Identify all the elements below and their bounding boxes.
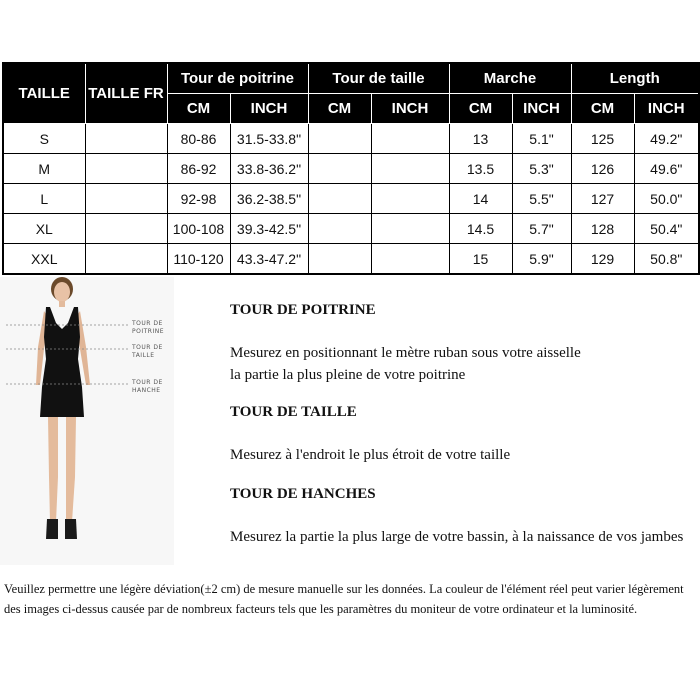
label-waist-2: TAILLE [132, 352, 155, 359]
label-bust-1: TOUR DE [132, 320, 163, 327]
col-header-taille: TAILLE [3, 63, 85, 124]
cell-waist-cm [308, 124, 371, 154]
bust-title: TOUR DE POITRINE [230, 302, 376, 318]
cell-bust-inch: 39.3-42.5" [230, 214, 308, 244]
cell-march-inch: 5.7" [512, 214, 571, 244]
label-waist-1: TOUR DE [132, 344, 163, 351]
cell-size: XXL [3, 244, 85, 275]
cell-waist-cm [308, 184, 371, 214]
cell-size-fr [85, 124, 167, 154]
size-chart-table [2, 62, 700, 275]
cell-march-inch: 5.3" [512, 154, 571, 184]
cell-march-inch: 5.9" [512, 244, 571, 275]
cell-bust-inch: 36.2-38.5" [230, 184, 308, 214]
model-figure [0, 277, 174, 565]
cell-waist-cm [308, 154, 371, 184]
cell-length-cm: 129 [571, 244, 634, 275]
cell-waist-cm [308, 214, 371, 244]
unit-header-length-inch: INCH [634, 94, 699, 124]
model-dress-illustration [0, 277, 174, 565]
group-header-march: Marche [449, 63, 571, 94]
table-row [3, 154, 699, 184]
unit-header-waist-cm: CM [308, 94, 371, 124]
cell-bust-cm: 100-108 [167, 214, 230, 244]
label-hip-2: HANCHE [132, 387, 161, 394]
cell-bust-inch: 31.5-33.8" [230, 124, 308, 154]
table-row [3, 184, 699, 214]
unit-header-bust-cm: CM [167, 94, 230, 124]
cell-waist-inch [371, 244, 449, 275]
cell-size: S [3, 124, 85, 154]
cell-length-inch: 50.4" [634, 214, 699, 244]
hip-title: TOUR DE HANCHES [230, 486, 376, 502]
cell-length-inch: 50.8" [634, 244, 699, 275]
table-row [3, 214, 699, 244]
cell-length-cm: 128 [571, 214, 634, 244]
cell-size: XL [3, 214, 85, 244]
cell-length-inch: 49.6" [634, 154, 699, 184]
col-header-taille-fr: TAILLE FR [85, 63, 167, 124]
table-row [3, 244, 699, 275]
unit-header-march-cm: CM [449, 94, 512, 124]
cell-length-cm: 127 [571, 184, 634, 214]
unit-header-length-cm: CM [571, 94, 634, 124]
cell-waist-inch [371, 154, 449, 184]
table-row [3, 124, 699, 154]
label-bust-2: POITRINE [132, 328, 164, 335]
cell-waist-inch [371, 214, 449, 244]
cell-waist-inch [371, 184, 449, 214]
cell-size-fr [85, 154, 167, 184]
disclaimer-note: Veuillez permettre une légère déviation(±2 cm) de mesure manuelle sur les données. La couleur de l'élément réel peut varier légèrement des images ci-dessus causée par de nombreux facteurs tels que les paramètres du moniteur de votre ordinateur et la luminosité. [4, 582, 684, 616]
cell-march-cm: 14.5 [449, 214, 512, 244]
cell-size-fr [85, 184, 167, 214]
waist-title: TOUR DE TAILLE [230, 404, 357, 420]
cell-length-inch: 49.2" [634, 124, 699, 154]
cell-bust-inch: 43.3-47.2" [230, 244, 308, 275]
cell-bust-cm: 80-86 [167, 124, 230, 154]
cell-march-inch: 5.5" [512, 184, 571, 214]
cell-march-cm: 13 [449, 124, 512, 154]
bust-text-2: la partie la plus pleine de votre poitrine [230, 367, 466, 383]
table-header [3, 63, 699, 124]
cell-march-cm: 14 [449, 184, 512, 214]
group-header-waist: Tour de taille [308, 63, 449, 94]
cell-bust-inch: 33.8-36.2" [230, 154, 308, 184]
cell-bust-cm: 92-98 [167, 184, 230, 214]
label-hip-1: TOUR DE [132, 379, 163, 386]
cell-bust-cm: 86-92 [167, 154, 230, 184]
cell-march-cm: 15 [449, 244, 512, 275]
cell-march-cm: 13.5 [449, 154, 512, 184]
cell-size-fr [85, 214, 167, 244]
cell-waist-inch [371, 124, 449, 154]
hip-text: Mesurez la partie la plus large de votre bassin, à la naissance de vos jambes [230, 529, 684, 545]
table-body [3, 124, 699, 275]
bust-text-1: Mesurez en positionnant le mètre ruban sous votre aisselle [230, 345, 581, 361]
cell-size-fr [85, 244, 167, 275]
cell-length-inch: 50.0" [634, 184, 699, 214]
cell-size: M [3, 154, 85, 184]
unit-header-bust-inch: INCH [230, 94, 308, 124]
waist-text: Mesurez à l'endroit le plus étroit de votre taille [230, 447, 511, 463]
group-header-length: Length [571, 63, 699, 94]
cell-length-cm: 125 [571, 124, 634, 154]
cell-march-inch: 5.1" [512, 124, 571, 154]
cell-waist-cm [308, 244, 371, 275]
cell-length-cm: 126 [571, 154, 634, 184]
unit-header-march-inch: INCH [512, 94, 571, 124]
group-header-bust: Tour de poitrine [167, 63, 308, 94]
unit-header-waist-inch: INCH [371, 94, 449, 124]
cell-bust-cm: 110-120 [167, 244, 230, 275]
cell-size: L [3, 184, 85, 214]
